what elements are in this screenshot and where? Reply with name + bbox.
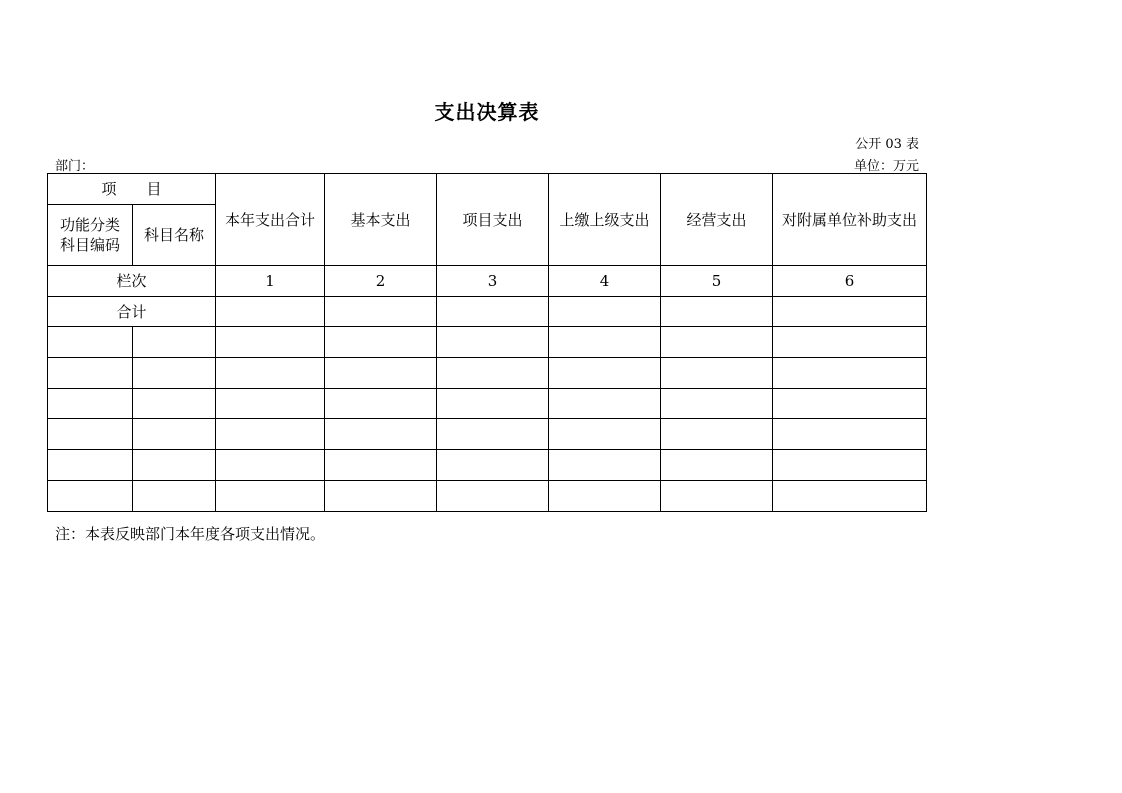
table-cell	[549, 388, 661, 419]
table-cell	[437, 327, 549, 358]
column-header: 对附属单位补助支出	[773, 174, 927, 266]
total-label: 合计	[48, 296, 216, 327]
table-cell	[48, 419, 133, 450]
table-row	[48, 450, 927, 481]
column-header: 经营支出	[661, 174, 773, 266]
table-cell	[48, 388, 133, 419]
table-row	[48, 480, 927, 511]
column-index-row	[48, 266, 927, 297]
table-cell	[437, 388, 549, 419]
column-header: 上缴上级支出	[549, 174, 661, 266]
column-number: 6	[773, 266, 927, 297]
table-cell	[216, 419, 325, 450]
table-row	[48, 327, 927, 358]
table-cell	[773, 296, 927, 327]
column-number: 1	[216, 266, 325, 297]
table-cell	[661, 327, 773, 358]
table-cell	[216, 358, 325, 389]
table-cell	[437, 450, 549, 481]
table-cell	[661, 296, 773, 327]
column-number: 3	[437, 266, 549, 297]
table-cell	[48, 327, 133, 358]
table-row	[48, 358, 927, 389]
table-cell	[133, 358, 216, 389]
header-row-1	[48, 174, 927, 205]
table-cell	[48, 358, 133, 389]
item-header: 项 目	[48, 174, 216, 205]
table-cell	[549, 480, 661, 511]
table-cell	[325, 327, 437, 358]
column-header: 项目支出	[437, 174, 549, 266]
table-cell	[437, 296, 549, 327]
table-cell	[325, 480, 437, 511]
table-cell	[661, 358, 773, 389]
department-label: 部门：	[55, 159, 95, 174]
column-number: 4	[549, 266, 661, 297]
table-cell	[216, 296, 325, 327]
table-cell	[48, 450, 133, 481]
table-cell	[549, 296, 661, 327]
unit-label: 单位：万元	[853, 159, 919, 174]
column-number: 5	[661, 266, 773, 297]
table-cell	[325, 296, 437, 327]
table-cell	[437, 419, 549, 450]
table-cell	[773, 388, 927, 419]
table-cell	[549, 327, 661, 358]
table-cell	[133, 480, 216, 511]
table-row	[48, 388, 927, 419]
table-cell	[549, 450, 661, 481]
table-cell	[661, 450, 773, 481]
expenditure-table	[47, 173, 927, 512]
table-cell	[216, 480, 325, 511]
table-cell	[661, 388, 773, 419]
column-number: 2	[325, 266, 437, 297]
column-header: 基本支出	[325, 174, 437, 266]
footnote: 注：本表反映部门本年度各项支出情况。	[55, 525, 326, 543]
page-title: 支出决算表	[434, 100, 540, 124]
table-cell	[325, 419, 437, 450]
table-cell	[773, 358, 927, 389]
table-cell	[773, 480, 927, 511]
table-cell	[437, 480, 549, 511]
table-cell	[325, 358, 437, 389]
table-cell	[133, 327, 216, 358]
table-row	[48, 419, 927, 450]
table-cell	[437, 358, 549, 389]
table-cell	[133, 388, 216, 419]
table-cell	[325, 450, 437, 481]
table-cell	[216, 450, 325, 481]
table-cell	[549, 419, 661, 450]
table-cell	[773, 450, 927, 481]
table-cell	[549, 358, 661, 389]
table-cell	[325, 388, 437, 419]
table-cell	[48, 480, 133, 511]
func-code-header	[48, 205, 133, 266]
table-cell	[773, 419, 927, 450]
table-cell	[216, 327, 325, 358]
table-cell	[216, 388, 325, 419]
table-cell	[661, 419, 773, 450]
total-row	[48, 296, 927, 327]
table-cell	[661, 480, 773, 511]
table-cell	[133, 419, 216, 450]
subject-name-header: 科目名称	[133, 205, 216, 266]
column-index-label: 栏次	[48, 266, 216, 297]
func-code-header-text: 功能分类 科目编码	[59, 216, 120, 254]
table-cell	[773, 327, 927, 358]
column-header: 本年支出合计	[216, 174, 325, 266]
table-cell	[133, 450, 216, 481]
form-code: 公开 03 表	[855, 137, 919, 152]
